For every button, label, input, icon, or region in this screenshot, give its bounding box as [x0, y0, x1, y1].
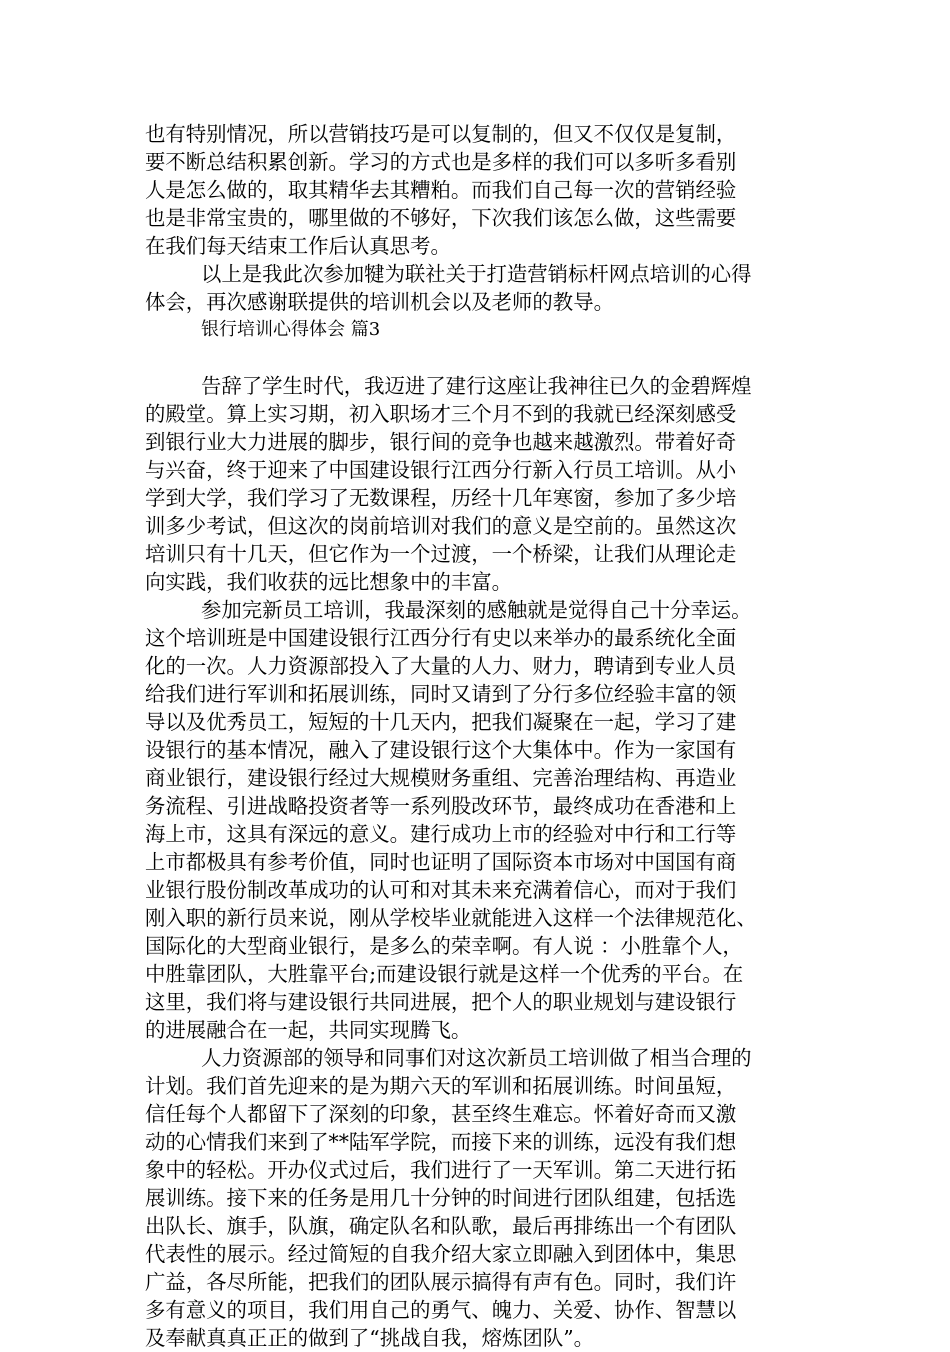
text-line: 学到大学，我们学习了无数课程，历经十几年寒窗，参加了多少培 [145, 486, 737, 510]
text-line: 中胜靠团队，大胜靠平台;而建设银行就是这样一个优秀的平台。在 [145, 962, 744, 986]
blank-line [145, 344, 845, 372]
text-line: 要不断总结积累创新。学习的方式也是多样的我们可以多听多看别 [145, 150, 737, 174]
text-line: 的进展融合在一起，共同实现腾飞。 [145, 1018, 472, 1042]
text-line: 到银行业大力进展的脚步，银行间的竞争也越来越激烈。带着好奇 [145, 430, 737, 454]
text-line: 象中的轻松。开办仪式过后，我们进行了一天军训。第二天进行拓 [145, 1158, 737, 1182]
text-line: 以上是我此次参加犍为联社关于打造营销标杆网点培训的心得 [201, 262, 752, 286]
text-line: 这个培训班是中国建设银行江西分行有史以来举办的最系统化全面 [145, 626, 737, 650]
text-line: 务流程、引进战略投资者等一系列股改环节，最终成功在香港和上 [145, 794, 737, 818]
text-line: 动的心情我们来到了**陆军学院，而接下来的训练，远没有我们想 [145, 1130, 737, 1154]
text-line: 这里，我们将与建设银行共同进展，把个人的职业规划与建设银行 [145, 990, 737, 1014]
text-line: 信任每个人都留下了深刻的印象，甚至终生难忘。怀着好奇而又激 [145, 1102, 737, 1126]
text-line: 海上市，这具有深远的意义。建行成功上市的经验对中行和工行等 [145, 822, 737, 846]
text-line: 设银行的基本情况，融入了建设银行这个大集体中。作为一家国有 [145, 738, 737, 762]
text-line: 也是非常宝贵的，哪里做的不够好，下次我们该怎么做，这些需要 [145, 206, 737, 230]
text-line: 导以及优秀员工，短短的十几天内，把我们凝聚在一起，学习了建 [145, 710, 737, 734]
text-line: 训多少考试，但这次的岗前培训对我们的意义是空前的。虽然这次 [145, 514, 737, 538]
text-line: 国际化的大型商业银行，是多么的荣幸啊。有人说 ：小胜靠个人， [145, 934, 743, 958]
text-line: 与兴奋，终于迎来了中国建设银行江西分行新入行员工培训。从小 [145, 458, 737, 482]
text-line: 及奉献真真正正的做到了“挑战自我，熔炼团队”。 [145, 1326, 595, 1350]
text-line: 参加完新员工培训，我最深刻的感触就是觉得自己十分幸运。 [201, 598, 752, 622]
text-line: 人是怎么做的，取其精华去其糟粕。而我们自己每一次的营销经验 [145, 178, 737, 202]
text-line: 上市都极具有参考价值，同时也证明了国际资本市场对中国国有商 [145, 850, 737, 874]
text-line: 培训只有十几天，但它作为一个过渡，一个桥梁，让我们从理论走 [145, 542, 737, 566]
text-line: 体会，再次感谢联提供的培训机会以及老师的教导。 [145, 290, 614, 314]
text-line: 商业银行，建设银行经过大规模财务重组、完善治理结构、再造业 [145, 766, 737, 790]
text-line: 业银行股份制改革成功的认可和对其未来充满着信心，而对于我们 [145, 878, 737, 902]
text-line: 代表性的展示。经过简短的自我介绍大家立即融入到团体中，集思 [145, 1242, 737, 1266]
text-line: 人力资源部的领导和同事们对这次新员工培训做了相当合理的 [201, 1046, 752, 1070]
text-line: 告辞了学生时代，我迈进了建行这座让我神往已久的金碧辉煌 [201, 374, 752, 398]
text-line: 也有特别情况，所以营销技巧是可以复制的，但又不仅仅是复制， [145, 122, 737, 146]
text-line: 计划。我们首先迎来的是为期六天的军训和拓展训练。时间虽短， [145, 1074, 737, 1098]
text-line: 出队长、旗手，队旗，确定队名和队歌，最后再排练出一个有团队 [145, 1214, 737, 1238]
document-body [145, 120, 845, 1352]
text-line: 化的一次。人力资源部投入了大量的人力、财力，聘请到专业人员 [145, 654, 737, 678]
text-line: 多有意义的项目，我们用自己的勇气、魄力、关爱、协作、智慧以 [145, 1298, 737, 1322]
section-heading: 银行培训心得体会 篇3 [201, 319, 381, 340]
text-line: 刚入职的新行员来说，刚从学校毕业就能进入这样一个法律规范化、 [145, 906, 757, 930]
text-line: 广益，各尽所能，把我们的团队展示搞得有声有色。同时，我们许 [145, 1270, 737, 1294]
text-line: 展训练。接下来的任务是用几十分钟的时间进行团队组建，包括选 [145, 1186, 737, 1210]
text-line: 向实践，我们收获的远比想象中的丰富。 [145, 570, 513, 594]
text-line: 在我们每天结束工作后认真思考。 [145, 234, 451, 258]
text-line: 的殿堂。算上实习期，初入职场才三个月不到的我就已经深刻感受 [145, 402, 737, 426]
text-line: 给我们进行军训和拓展训练，同时又请到了分行多位经验丰富的领 [145, 682, 737, 706]
